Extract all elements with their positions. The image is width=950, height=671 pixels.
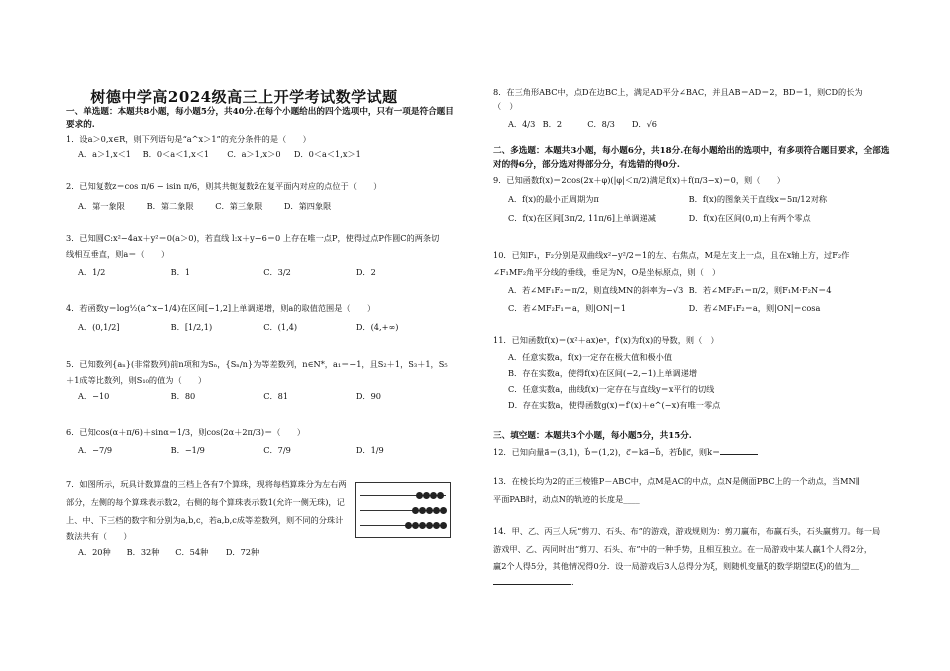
bead [426,522,433,529]
option-a: A．−7/9 [78,445,113,455]
option-b: B．第二象限 [146,201,194,211]
question-11-option-b: B．存在实数a，使得f(x)在区间(−2,−1)上单调递增 [508,368,698,378]
question-11-option-a: A．任意实数a，f(x)一定存在极大值和极小值 [508,352,673,362]
question-12-stem: 12．已知向量a⃗＝(3,1)，b⃗＝(1,2)，c⃗＝ka⃗−b⃗，若b⃗∥c⃗，则k＝ [493,447,721,457]
bead [430,492,437,499]
question-10-line-1: 10．已知F₁，F₂分别是双曲线x²−y²/2＝1的左、右焦点，M是左支上一点，且在x轴上方，过F₂作 [493,250,850,260]
option-d: D．90 [355,391,381,401]
question-13-line-1: 13．在棱长均为2的正三棱锥P－ABC中，点M是AC的中点，点N是侧面PBC上的一个动点，当MN∥ [493,476,860,486]
option-d: D．√6 [631,119,658,129]
question-13-line-2: 平面PAB时，动点N的轨迹的长度是____ [493,494,640,504]
bead [416,492,423,499]
question-1-options [78,148,458,161]
question-8-line-2: （ ） [493,101,518,111]
question-7-line-3: 上、中、下三档的数字和分别为a,b,c，若a,b,c成等差数列，则不同的分珠计 [66,515,344,525]
abacus-rod-top [360,495,446,496]
question-14-line-1: 14．甲、乙、丙三人玩“剪刀、石头、布”的游戏，游戏规则为：剪刀赢布，布赢石头，石头赢剪刀。每一局 [493,526,881,536]
option-d: D．(4,+∞) [355,322,399,332]
option-a: A．20种 [78,547,111,557]
option-b: B．32种 [126,547,160,557]
question-4: 4．若函数y＝log½(a^x−1/4)在区间[−1,2]上单调递增，则a的取值范围是（ ） [66,303,376,313]
question-5-line-2: ＋1成等比数列，则S₁₀的值为（ ） [66,375,207,385]
option-a: A．−10 [78,391,110,401]
question-14-line-2: 游戏甲、乙、丙同时出“剪刀、石头、布”中的一种手势，且相互独立。在一局游戏中某人赢1个人得2分， [493,544,873,554]
option-d: D．1/9 [355,445,384,455]
option-b: B．[1/2,1) [170,322,213,332]
option-c: C．81 [263,391,289,401]
question-7-line-4: 数法共有（ ） [66,531,132,541]
option-c: C．54种 [175,547,209,557]
option-c: C．3/2 [263,267,291,277]
option-d: D．72种 [225,547,260,557]
bead [433,522,440,529]
question-1: 1．设a＞0,x∈R，则下列语句是“a^x＞1”的充分条件的是（ ） [66,134,311,144]
bead [440,522,447,529]
question-2: 2．已知复数z＝cos π/6 − isin π/6，则其共轭复数z̄在复平面内对应的点位于（ ） [66,181,382,191]
option-a: A．a＞1,x＜1 [78,149,131,159]
option-b: B．0＜a＜1,x＜1 [142,149,210,159]
option-c: C．a＞1,x＞0 [227,149,281,159]
question-2-options [78,200,458,213]
option-d: D．若∠MF₁F₂＝a，则|ON|＝cosa [688,303,821,313]
option-a: A．1/2 [78,267,106,277]
option-a: A．f(x)的最小正周期为π [508,194,599,204]
answer-blank [493,576,571,585]
page-title: 树德中学高2024级高三上开学考试数学试题 [90,88,398,106]
question-9: 9．已知函数f(x)＝2cos(2x＋φ)(|φ|＜π/2)满足f(x)＋f(π/3−x)＝0，则（ ） [493,175,785,185]
question-12 [493,446,893,460]
question-4-options [78,321,458,334]
bead [437,492,444,499]
question-11-option-c: C．任意实数a，曲线f(x)一定存在与直线y＝x平行的切线 [508,384,715,394]
bead [412,507,419,514]
option-b: B．f(x)的图象关于直线x＝5π/12对称 [688,194,828,204]
bead [419,507,426,514]
question-9-options-row-2 [508,212,898,225]
bead [440,507,447,514]
option-c: C．(1,4) [263,322,298,332]
question-5-line-1: 5．已知数列{aₙ}(非常数列)前n项和为Sₙ，{Sₙ/n}为等差数列，n∈N*，a₁＝−1，且S₂＋1，S₃＋1，S₅ [66,359,448,369]
question-14-line-3: 赢2个人得5分，其他情况得0分．设一局游戏后3人总得分为ξ，则随机变量ξ的数学期望E(ξ)的值为＿ [493,561,860,571]
question-14-line-4 [493,576,893,590]
option-b: B．若∠MF₂F₁＝π/2，则F₁M·F₂N＝4 [688,285,832,295]
option-c: C．第三象限 [215,201,263,211]
bead [433,507,440,514]
abacus-figure [355,482,451,538]
question-7-options [78,546,378,559]
option-a: A．4/3 [508,119,536,129]
question-8-options [508,118,888,131]
question-10-options-row-2 [508,302,898,315]
question-10-options-row-1 [508,284,898,297]
question-9-options-row-1 [508,193,898,206]
option-c: C．f(x)在区间[3π/2, 11π/6]上单调递减 [508,213,656,223]
section-multi-choice-line-2: 对的得6分，部分选对得部分分，有选错的得0分. [493,160,680,170]
question-6-options [78,444,458,457]
option-d: D．f(x)在区间(0,π)上有两个零点 [688,213,811,223]
bead [412,522,419,529]
option-c: C．8/3 [587,119,615,129]
bead [405,522,412,529]
option-b: B．−1/9 [170,445,205,455]
bead [423,492,430,499]
question-3-line-1: 3．已知圆C:x²−4ax＋y²＝0(a＞0)，若直线 l:x＋y−6＝0 上存在唯一点P，使得过点P作圆C的两条切 [66,233,440,243]
section-fill-in: 三、填空题：本题共3个小题，每小题5分，共15分. [493,431,692,441]
answer-blank [720,446,758,455]
question-6: 6．已知cos(α＋π/6)＋sinα＝1/3，则cos(2α＋2π/3)＝（ ） [66,427,306,437]
option-a: A．若∠MF₁F₂＝π/2，则直线MN的斜率为−√3 [508,285,684,295]
section-multi-choice-line-1: 二、多选题：本题共3小题，每小题6分，共18分.在每小题给出的选项中，有多项符合题目要求，全部选 [493,146,890,156]
option-d: D．2 [355,267,376,277]
question-14-end: . [571,577,574,587]
question-7-line-1: 7．如图所示，玩具计数算盘的三档上各有7个算珠，现将每档算珠分为左右两 [66,479,347,489]
option-d: D．0＜a＜1,x＞1 [293,149,361,159]
option-a: A．第一象限 [78,201,125,211]
question-5-options [78,390,458,403]
bead [419,522,426,529]
option-b: B．2 [542,119,563,129]
option-b: B．1 [170,267,191,277]
option-d: D．第四象限 [283,201,332,211]
abacus-rod-middle [360,510,446,511]
abacus-rod-bottom [360,525,446,526]
question-11: 11．已知函数f(x)＝(x²＋ax)eˣ，f′(x)为f(x)的导数，则（ ） [493,335,719,345]
question-8-line-1: 8．在三角形ABC中，点D在边BC上，满足AD平分∠BAC，并且AB＝AD＝2，BD＝1，则CD的长为 [493,87,863,97]
option-c: C．7/9 [263,445,291,455]
question-3-line-2: 线相互垂直，则a＝（ ） [66,249,170,259]
option-c: C．若∠MF₂F₁＝a，则|ON|＝1 [508,303,627,313]
question-11-option-d: D．存在实数a，使得函数g(x)＝f′(x)＋e^(−x)有唯一零点 [508,400,721,410]
question-3-options [78,266,458,279]
section-single-choice: 一、单选题：本题共8小题，每小题5分，共40分.在每个小题给出的四个选项中，只有一项是符合题目要求的. [66,107,454,130]
question-7-line-2: 部分，左侧的每个算珠表示数2，右侧的每个算珠表示数1(允许一侧无珠)，记 [66,497,345,507]
option-b: B．80 [170,391,196,401]
option-a: A．(0,1/2] [78,322,120,332]
question-10-line-2: ∠F₁MF₂角平分线的垂线，垂足为N，O是坐标原点，则（ ） [493,267,721,277]
bead [426,507,433,514]
